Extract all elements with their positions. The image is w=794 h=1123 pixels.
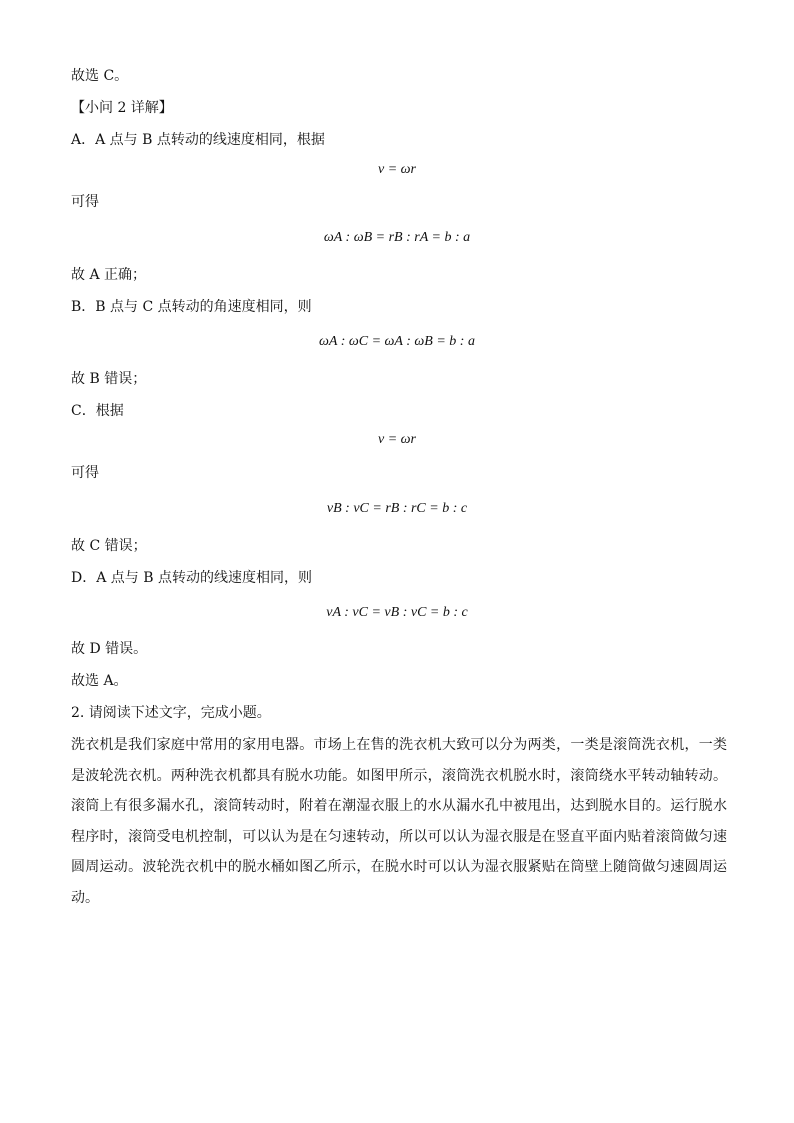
option-c-statement: C．根据 bbox=[71, 403, 124, 419]
washing-machine-passage: 洗衣机是我们家庭中常用的家用电器。市场上在售的洗衣机大致可以分为两类，一类是滚筒洗衣机，一类是波轮洗衣机。两种洗衣机都具有脱水功能。如图甲所示，滚筒洗衣机脱水时，滚筒绕水平转动轴转动。滚筒上有很多漏水孔，滚筒转动时，附着在潮湿衣服上的水从漏水孔中被甩出，达到脱水目的。运行脱水程序时，滚筒受电机控制，可以认为是在匀速转动，所以可以认为湿衣服是在竖直平面内贴着滚筒做匀速圆周运动。波轮洗衣机中的脱水桶如图乙所示，在脱水时可以认为湿衣服紧贴在筒壁上随筒做匀速圆周运动。 bbox=[71, 737, 727, 906]
equation-v-omega-r: v = ωr bbox=[378, 162, 416, 177]
option-d-statement: D．A 点与 B 点转动的线速度相同，则 bbox=[71, 570, 312, 586]
option-b-conclusion: 故 B 错误； bbox=[71, 371, 147, 387]
option-a-statement: A．A 点与 B 点转动的线速度相同，根据 bbox=[71, 132, 325, 148]
option-c-conclusion: 故 C 错误； bbox=[71, 538, 147, 554]
derive-text-2: 可得 bbox=[71, 465, 99, 481]
question-2-heading: 2. 请阅读下述文字，完成小题。 bbox=[71, 705, 271, 721]
option-b-statement: B．B 点与 C 点转动的角速度相同，则 bbox=[71, 299, 312, 315]
equation-omega-ratio-ab: ωA : ωB = rB : rA = b : a bbox=[323, 230, 471, 245]
answer-choice-c: 故选 C。 bbox=[71, 68, 129, 84]
subquestion-2-heading: 【小问 2 详解】 bbox=[71, 100, 173, 116]
equation-omega-ratio-ac: ωA : ωC = ωA : ωB = b : a bbox=[319, 334, 475, 349]
equation-v-ratio-bc: vB : vC = rB : rC = b : c bbox=[326, 501, 468, 516]
equation-v-omega-r-2: v = ωr bbox=[378, 432, 416, 447]
final-answer: 故选 A。 bbox=[71, 673, 128, 689]
option-d-conclusion: 故 D 错误。 bbox=[71, 641, 148, 657]
option-a-conclusion: 故 A 正确； bbox=[71, 267, 147, 283]
derive-text: 可得 bbox=[71, 194, 99, 210]
equation-v-ratio-ac: vA : vC = vB : vC = b : c bbox=[326, 605, 468, 620]
